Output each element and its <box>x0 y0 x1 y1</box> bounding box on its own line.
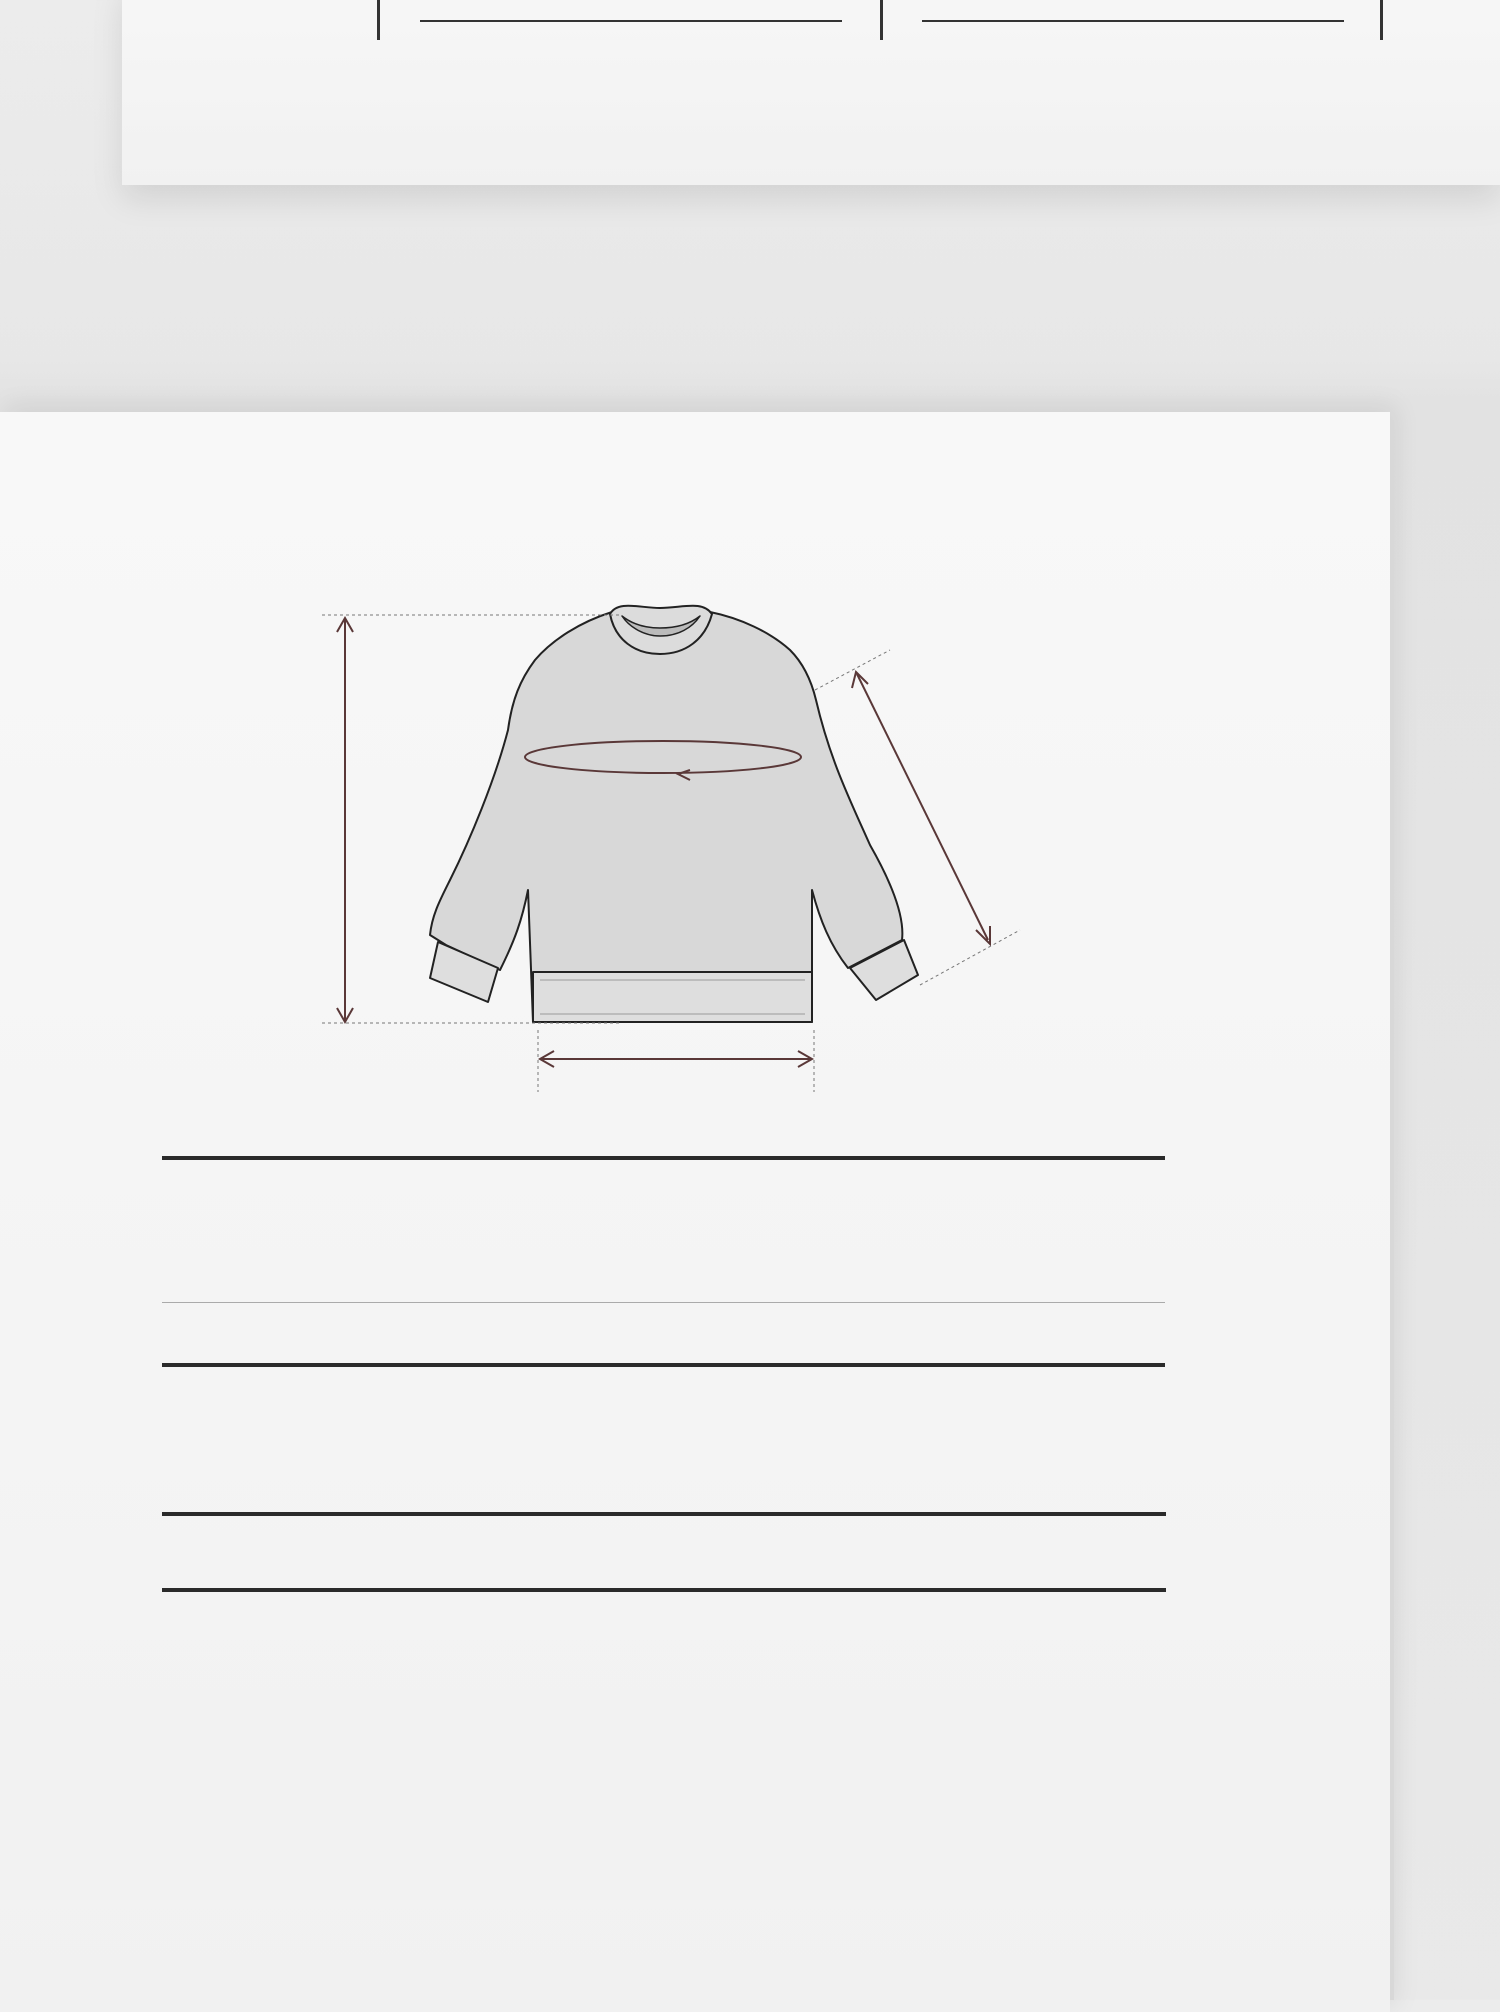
divider <box>922 20 1344 22</box>
sweater-diagram <box>300 590 1060 1110</box>
divider <box>420 20 842 22</box>
color-options-card <box>122 0 1500 185</box>
divider <box>1380 0 1383 40</box>
age-row <box>162 1160 1165 1303</box>
table-header-row <box>162 1516 1166 1592</box>
sweater-body <box>430 612 902 1022</box>
age-size-table <box>162 1156 1165 1367</box>
page-edge <box>1390 420 1394 2000</box>
measurement-table <box>162 1512 1166 1592</box>
size-row <box>162 1303 1165 1363</box>
divider <box>377 0 380 40</box>
divider <box>880 0 883 40</box>
